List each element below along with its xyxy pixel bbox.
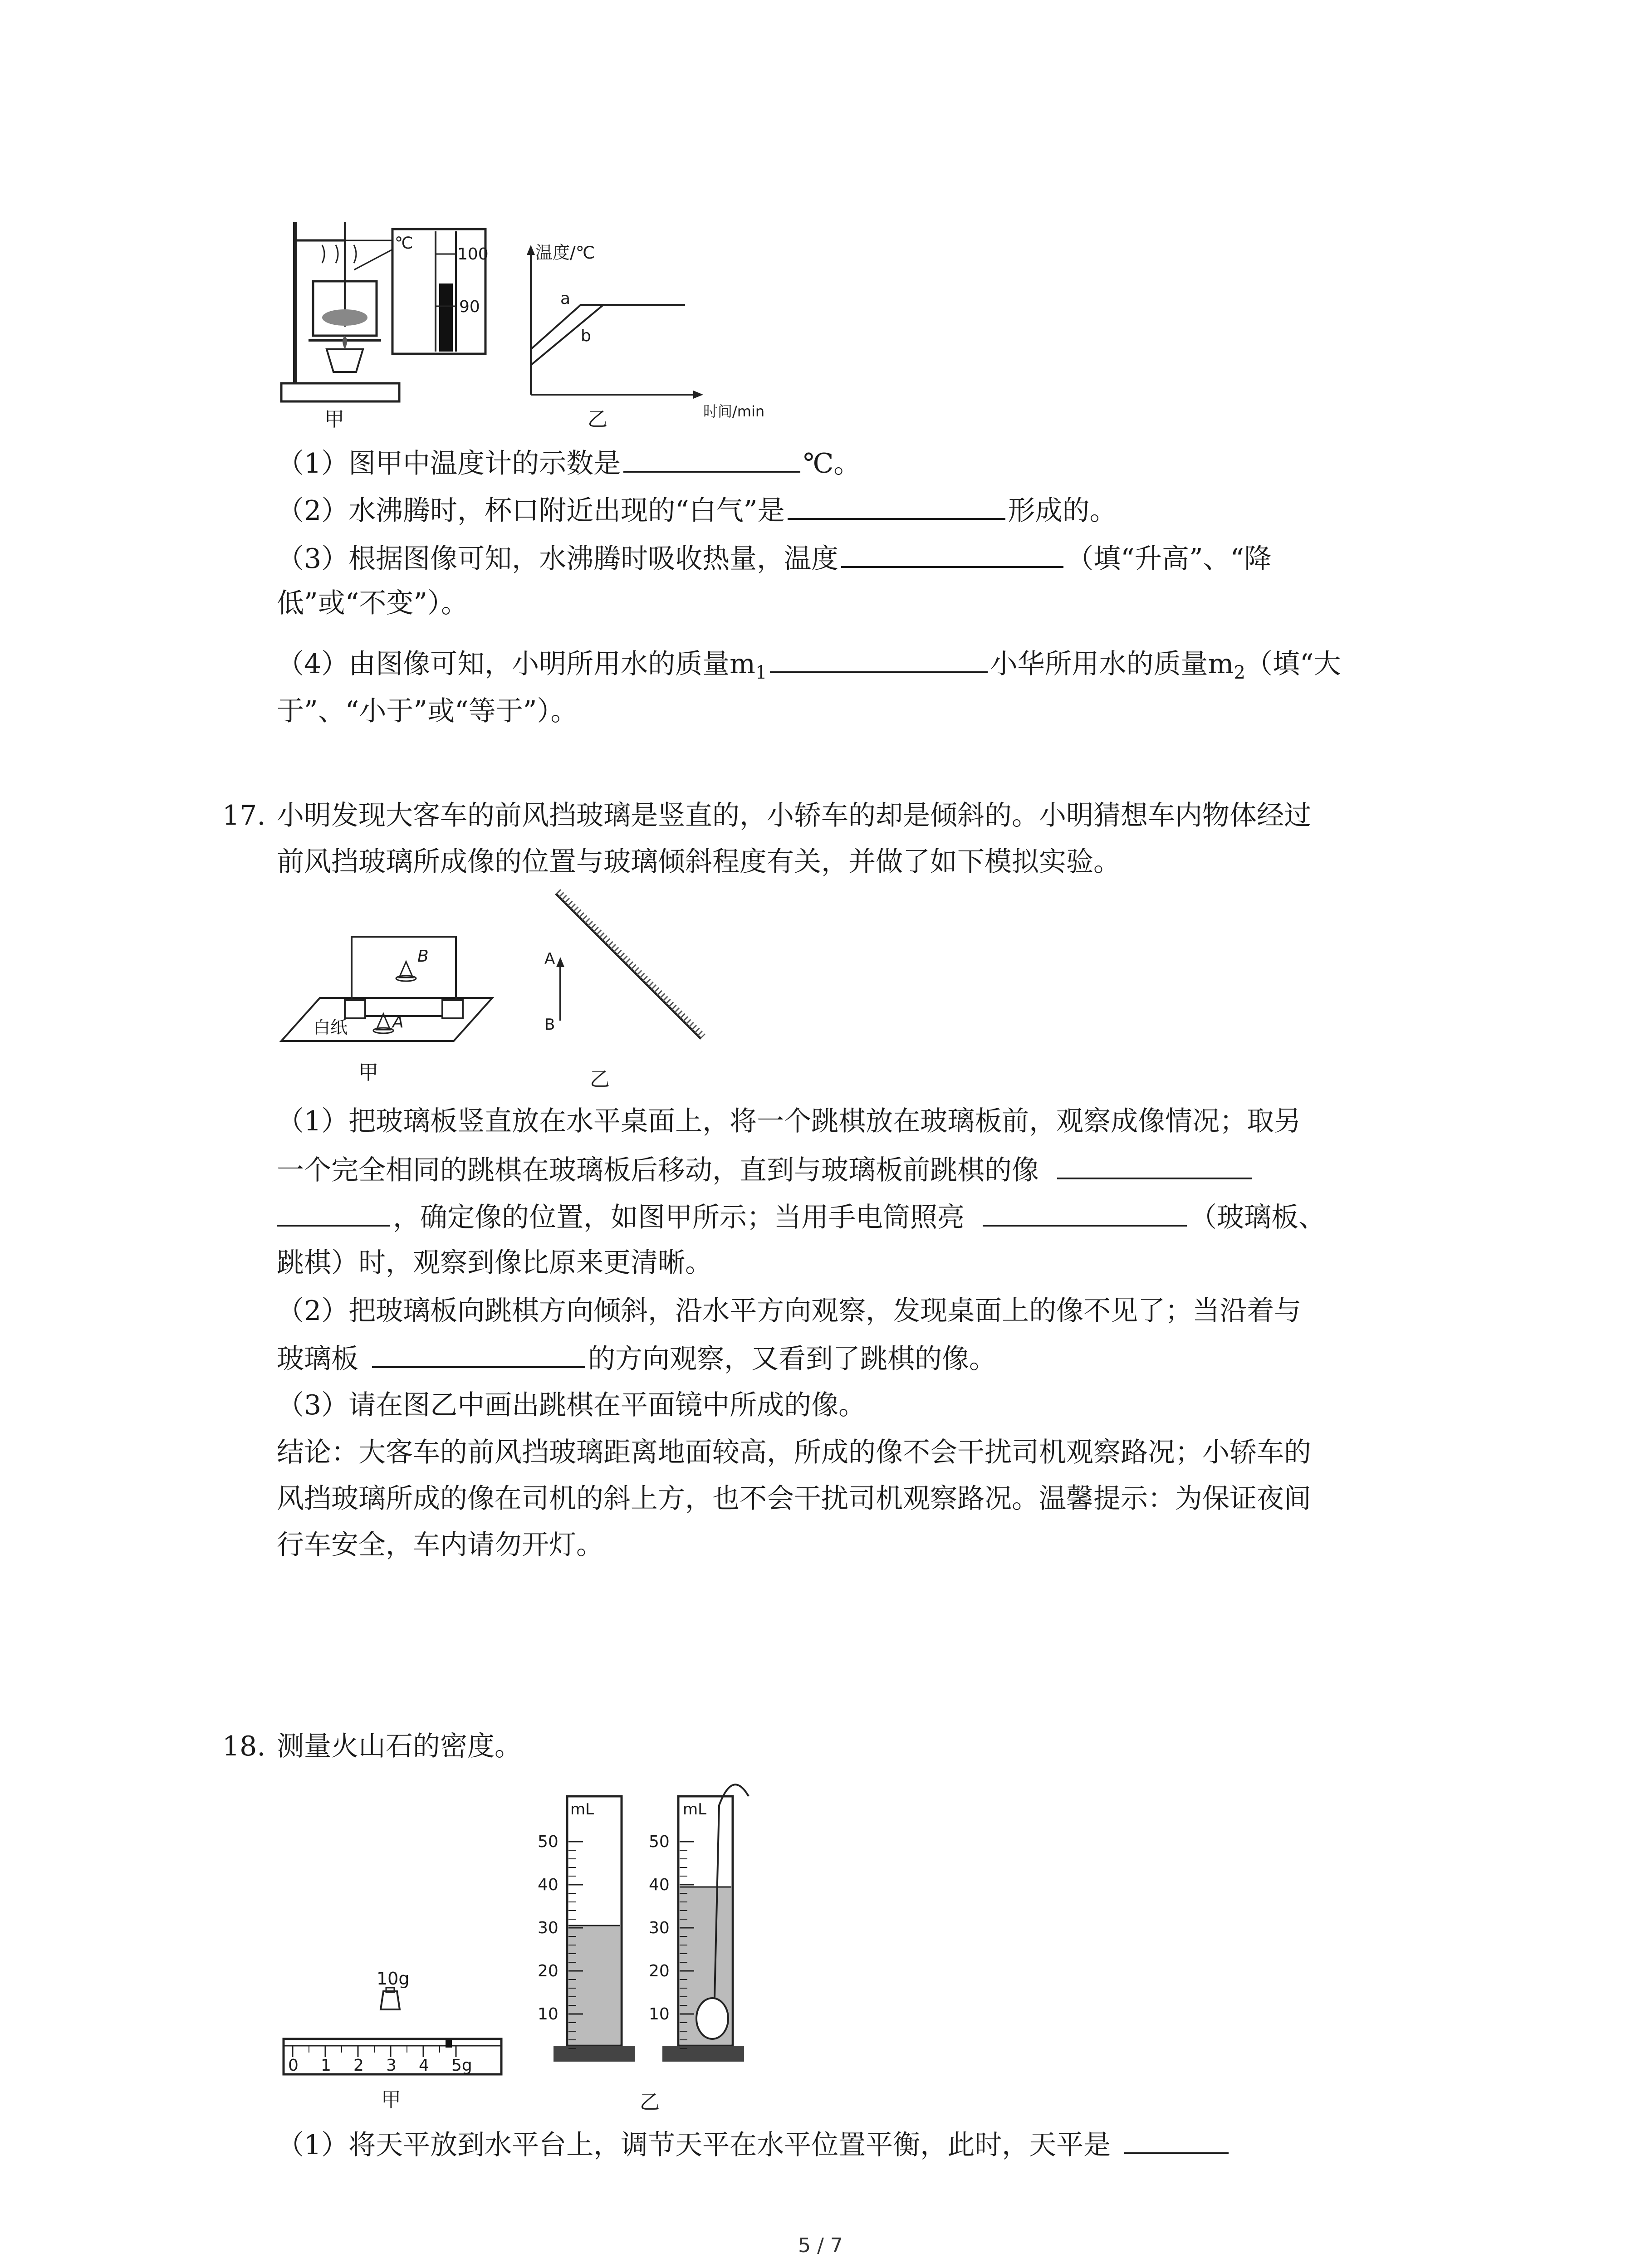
thermometer-100-label: 100 xyxy=(457,245,489,264)
q17-blank-2[interactable] xyxy=(983,1198,1187,1227)
q16-blank-4[interactable] xyxy=(770,644,988,673)
q17-item-1: （1）把玻璃板竖直放在水平桌面上，将一个跳棋放在玻璃板前，观察成像情况；取另 xyxy=(277,1105,1302,1137)
graph-label-b: b xyxy=(581,327,591,345)
temperature-time-graph xyxy=(522,236,776,422)
q18-caption-jia: 甲 xyxy=(381,2088,401,2112)
piece-b-label: B xyxy=(417,947,429,966)
ruler-tick-label: 0 xyxy=(288,2056,299,2075)
q17-caption-jia: 甲 xyxy=(358,1061,378,1084)
q16-blank-1[interactable] xyxy=(623,444,800,473)
ruler-tick-label: 2 xyxy=(353,2056,364,2075)
q16-caption-yi: 乙 xyxy=(588,408,607,431)
q17-caption-yi: 乙 xyxy=(590,1068,610,1091)
graph-ylabel: 温度/℃ xyxy=(535,243,595,263)
cylinder-tick-label: 10 xyxy=(649,2005,670,2024)
graph-label-a: a xyxy=(560,289,571,308)
q17-item-2: （2）把玻璃板向跳棋方向倾斜，沿水平方向观察，发现桌面上的像不见了；当沿着与 xyxy=(277,1295,1302,1327)
q18-blank-1[interactable] xyxy=(1124,2125,1229,2154)
q16-blank-2[interactable] xyxy=(788,491,1005,520)
q17-conclusion-3: 行车安全，车内请勿开灯。 xyxy=(277,1529,603,1561)
arrow-tip-label-a: A xyxy=(544,950,555,968)
piece-a-label: A xyxy=(392,1013,404,1031)
ruler-tick-label: 4 xyxy=(419,2056,429,2075)
q17-conclusion-1: 结论：大客车的前风挡玻璃距离地面较高，所成的像不会干扰司机观察路况；小轿车的 xyxy=(277,1437,1311,1468)
q17-blank-1[interactable] xyxy=(1057,1150,1252,1179)
q17-blank-1-tail[interactable] xyxy=(277,1198,390,1227)
cylinder-tick-label: 50 xyxy=(538,1833,558,1851)
graph-line-a xyxy=(531,305,685,349)
q17-item-1-cont: 一个完全相同的跳棋在玻璃板后移动，直到与玻璃板前跳棋的像 xyxy=(277,1150,1255,1188)
ruler-tick-label: 3 xyxy=(386,2056,397,2075)
q18-caption-yi: 乙 xyxy=(640,2091,660,2114)
thermometer-90-label: 90 xyxy=(459,298,480,316)
thermometer-figure xyxy=(390,227,490,358)
q16-item-3-cont: 低”或“不变”）。 xyxy=(277,587,469,619)
cylinder-tick-label: 30 xyxy=(538,1919,558,1937)
cylinder-tick-label: 20 xyxy=(538,1962,558,1980)
q17-conclusion-2: 风挡玻璃所成的像在司机的斜上方，也不会干扰司机观察路况。温馨提示：为保证夜间 xyxy=(277,1483,1311,1515)
cylinder-1-unit: mL xyxy=(570,1800,594,1818)
glass-plate-experiment-figure xyxy=(277,925,495,1052)
cylinder-tick-label: 40 xyxy=(649,1876,670,1894)
q17-item-1-cont2: ，确定像的位置，如图甲所示；当用手电筒照亮 （玻璃板、 xyxy=(277,1198,1326,1236)
q17-stem-2: 前风挡玻璃所成像的位置与玻璃倾斜程度有关，并做了如下模拟实验。 xyxy=(277,846,1121,878)
q17-stem-1: 17. 小明发现大客车的前风挡玻璃是竖直的，小轿车的却是倾斜的。小明猜想车内物体经过 xyxy=(222,800,1311,831)
balance-ruler-figure xyxy=(281,1964,508,2082)
q16-item-2: （2）水沸腾时，杯口附近出现的“白气”是 形成的。 xyxy=(277,491,1117,529)
ruler-tick-label: 1 xyxy=(321,2056,331,2075)
cylinder-tick-label: 50 xyxy=(649,1833,670,1851)
q16-item-3: （3）根据图像可知，水沸腾时吸收热量，温度 （填“升高”、“降 xyxy=(277,539,1271,577)
graph-xlabel: 时间/min xyxy=(703,403,765,420)
thermometer-pointer-line xyxy=(354,247,395,274)
plane-mirror-figure xyxy=(535,885,708,1048)
q16-item-1: （1）图甲中温度计的示数是 ℃。 xyxy=(277,444,861,482)
cylinder-2-unit: mL xyxy=(683,1800,707,1818)
q16-item-4-cont: 于”、“小于”或“等于”）。 xyxy=(277,695,578,727)
q17-blank-3[interactable] xyxy=(372,1339,585,1368)
page-number: 5 / 7 xyxy=(798,2234,843,2257)
q17-item-3: （3）请在图乙中画出跳棋在平面镜中所成的像。 xyxy=(277,1389,866,1421)
arrow-base-label-b: B xyxy=(544,1016,555,1034)
q17-item-2-cont: 玻璃板 的方向观察，又看到了跳棋的像。 xyxy=(277,1339,996,1377)
q17-item-1-cont3: 跳棋）时，观察到像比原来更清晰。 xyxy=(277,1247,712,1279)
weight-10g-label: 10g xyxy=(377,1969,410,1989)
graph-line-b xyxy=(531,305,603,365)
q16-blank-3[interactable] xyxy=(841,539,1063,568)
q18-item-1: （1）将天平放到水平台上，调节天平在水平位置平衡，此时，天平是 xyxy=(277,2125,1231,2163)
cylinder-tick-label: 30 xyxy=(649,1919,670,1937)
cylinder-tick-label: 20 xyxy=(649,1962,670,1980)
thermometer-unit: ℃ xyxy=(395,234,413,253)
q16-item-4: （4）由图像可知，小明所用水的质量$m_1$ 小华所用水的质量$m_2$（填“大 xyxy=(277,644,1341,691)
white-paper-label: 白纸 xyxy=(313,1017,348,1037)
q18-stem: 18. 测量火山石的密度。 xyxy=(222,1730,522,1762)
ruler-tick-label: 5g xyxy=(451,2056,472,2075)
q16-caption-jia: 甲 xyxy=(324,408,344,431)
cylinder-tick-label: 10 xyxy=(538,2005,558,2024)
graduated-cylinders-figure xyxy=(533,1778,769,2068)
cylinder-tick-label: 40 xyxy=(538,1876,558,1894)
